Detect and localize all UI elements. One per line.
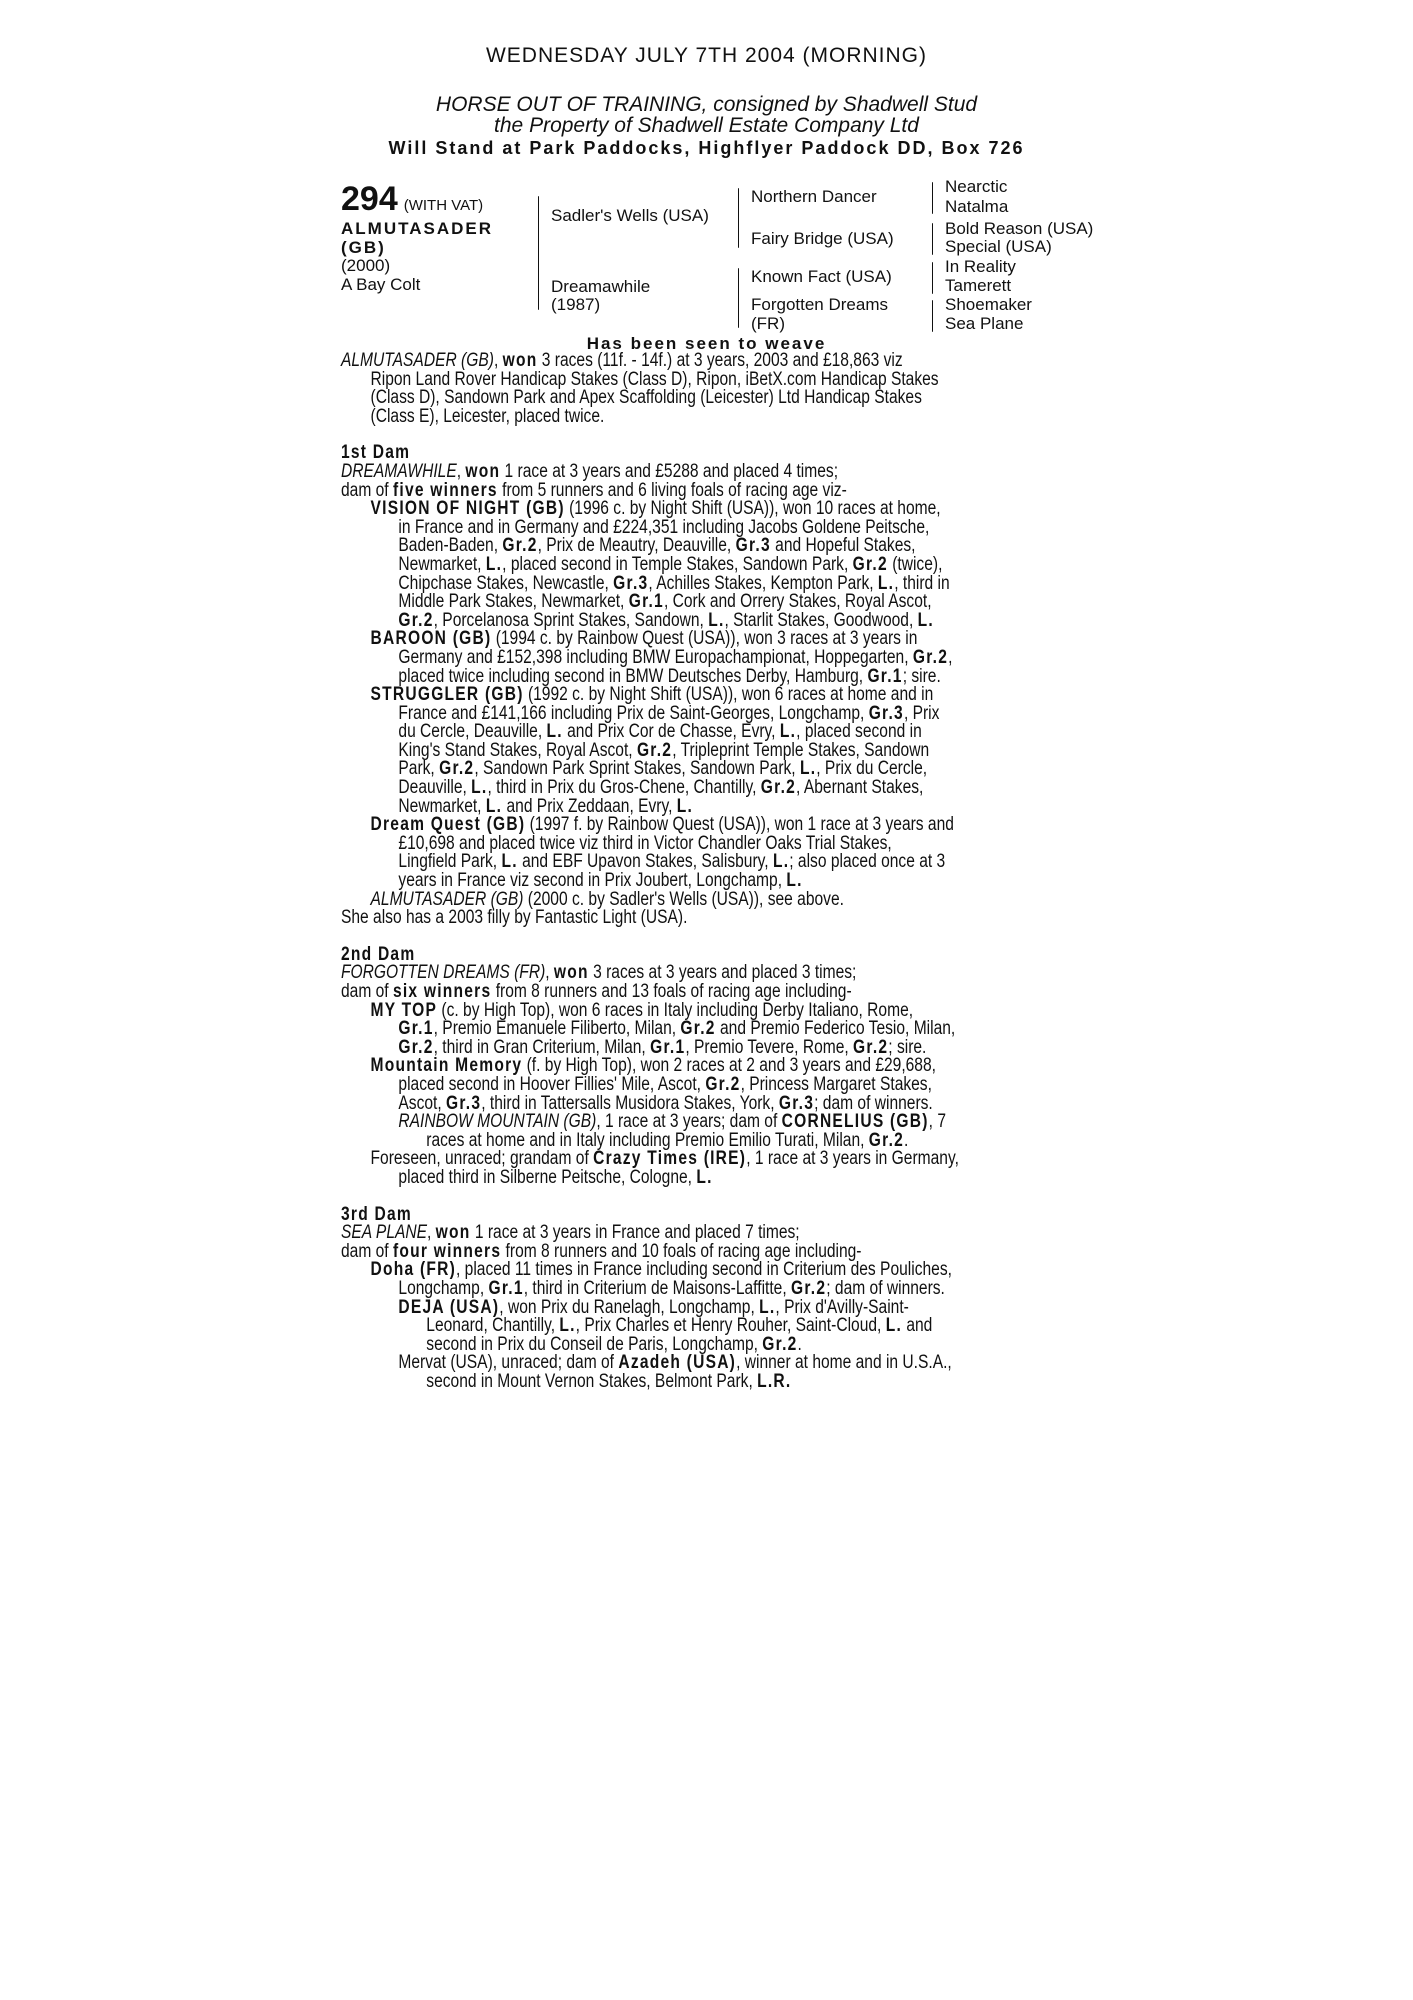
- record-text: (Class E), Leicester, placed twice.: [370, 405, 605, 427]
- record-text: SEA PLANE: [341, 1222, 428, 1244]
- pedigree-dam-year: (1987): [551, 295, 601, 314]
- record-text: 1 race at 3 years in France and placed 7 times;: [470, 1222, 800, 1244]
- record-text: , 1 race at 3 years in Germany,: [746, 1148, 959, 1170]
- lot-number: 294: [341, 180, 398, 218]
- record-text: and Premio Federico Tesio, Milan,: [715, 1018, 956, 1040]
- record-text: and EBF Upavon Stakes, Salisbury,: [517, 851, 773, 873]
- record-text: years in France viz second in Prix Joubert, Longchamp,: [398, 870, 787, 892]
- record-text: (1992 c. by Night Shift (USA)), won 6 races at home and in: [523, 684, 934, 706]
- horse-name: ALMUTASADER: [341, 219, 494, 238]
- owner-line: the Property of Shadwell Estate Company Ltd: [494, 114, 919, 137]
- record-text: King's Stand Stakes, Royal Ascot,: [398, 739, 637, 761]
- record-text: Foreseen, unraced; grandam of: [370, 1148, 594, 1170]
- record-text: L.R.: [757, 1370, 792, 1392]
- stable-vice-note: Has been seen to weave: [586, 334, 827, 353]
- record-text: Gr.1: [488, 1277, 524, 1299]
- record-text: , Prix du Cercle,: [816, 758, 928, 780]
- record-text: L.: [696, 1166, 713, 1188]
- record-text: ; sire.: [902, 665, 941, 687]
- record-text: L.: [772, 851, 790, 873]
- record-text: Mervat (USA), unraced; dam of: [398, 1352, 619, 1374]
- pedigree-brace-g1: [932, 182, 933, 214]
- record-text: dam of: [341, 1240, 393, 1262]
- record-text: 2nd Dam: [341, 943, 416, 965]
- foaling-year: (2000): [341, 256, 391, 275]
- record-text: won: [435, 1222, 471, 1244]
- record-text: Gr.1: [398, 1018, 434, 1040]
- record-text: , Premio Tevere, Rome,: [685, 1036, 854, 1058]
- section-gap: [341, 426, 1063, 444]
- record-text: Azadeh (USA): [618, 1352, 737, 1374]
- section-gap: [341, 1188, 1063, 1206]
- record-text: £10,698 and placed twice viz third in Victor Chandler Oaks Trial Stakes,: [398, 832, 892, 854]
- horse-origin: (GB): [341, 237, 386, 257]
- pedigree-gg-3: Bold Reason (USA): [945, 219, 1094, 238]
- record-text: L.: [759, 1296, 776, 1318]
- record-text: Gr.1: [867, 665, 903, 687]
- record-text: L.: [485, 795, 503, 817]
- record-text: Gr.3: [868, 702, 904, 724]
- record-text: , Premio Emanuele Filiberto, Milan,: [433, 1018, 681, 1040]
- record-text: BAROON (GB): [370, 628, 492, 650]
- record-text: ,: [493, 350, 503, 371]
- record-text: ALMUTASADER (GB): [341, 350, 494, 371]
- record-text: placed twice including second in BMW Deutsches Derby, Hamburg,: [398, 665, 868, 687]
- record-text: , Prix de Meautry, Deauville,: [537, 535, 736, 557]
- record-text: CORNELIUS (GB): [781, 1111, 929, 1133]
- record-text: DREAMAWHILE: [341, 460, 457, 482]
- pedigree-gg-7: Shoemaker: [945, 295, 1032, 314]
- record-text: ,: [545, 962, 554, 984]
- pedigree-dam-dam-origin: (FR): [751, 314, 785, 333]
- record-text: , Prix Charles et Henry Rouher, Saint-Cloud,: [575, 1315, 886, 1337]
- record-text: dam of: [341, 479, 393, 501]
- record-line: [341, 1370, 1063, 1392]
- record-text: and Prix Cor de Chasse, Evry,: [562, 721, 780, 743]
- record-text: , Prix: [903, 702, 940, 724]
- record-text: placed third in Silberne Peitsche, Cologne,: [398, 1166, 697, 1188]
- record-text: Gr.2: [791, 1277, 827, 1299]
- record-text: 1st Dam: [341, 442, 411, 464]
- record-text: won: [553, 962, 589, 984]
- vat-note: (WITH VAT): [403, 197, 484, 214]
- record-text: FORGOTTEN DREAMS (FR): [341, 962, 546, 984]
- record-text: ; sire.: [888, 1036, 927, 1058]
- record-text: , third in Prix du Gros-Chene, Chantilly,: [487, 777, 761, 799]
- record-text: VISION OF NIGHT (GB): [370, 498, 565, 520]
- record-text: Gr.2: [853, 1036, 889, 1058]
- pedigree-brace-g4: [932, 300, 933, 332]
- record-text: Gr.3: [778, 1092, 815, 1114]
- record-text: , won Prix du Ranelagh, Longchamp,: [499, 1296, 760, 1318]
- section-gap: [341, 928, 1063, 946]
- record-text: Lingfield Park,: [398, 851, 502, 873]
- record-text: Leonard, Chantilly,: [426, 1315, 560, 1337]
- pedigree-sire: Sadler's Wells (USA): [551, 206, 709, 225]
- record-text: , third in: [894, 572, 950, 594]
- record-text: ,: [948, 646, 953, 668]
- record-text: Gr.2: [398, 1036, 434, 1058]
- record-text: .: [904, 1129, 909, 1151]
- record-text: , Princess Margaret Stakes,: [740, 1073, 932, 1095]
- record-text: Gr.3: [613, 572, 649, 594]
- record-text: second in Prix du Conseil de Paris, Longchamp,: [426, 1333, 763, 1355]
- record-text: Gr.2: [705, 1073, 741, 1095]
- record-text: Gr.2: [852, 553, 888, 575]
- record-text: and Prix Zeddaan, Evry,: [502, 795, 677, 817]
- record-text: dam of: [341, 981, 393, 1002]
- record-text: (twice),: [887, 553, 943, 575]
- record-text: , 7: [928, 1111, 947, 1133]
- pedigree-brace-g3: [932, 262, 933, 294]
- record-text: DEJA (USA): [398, 1296, 500, 1318]
- record-text: Doha (FR): [370, 1259, 457, 1281]
- record-text: , third in Tattersalls Musidora Stakes, York,: [481, 1092, 779, 1114]
- record-text: ,: [427, 1222, 436, 1244]
- record-text: 1 race at 3 years and £5288 and placed 4 times;: [500, 460, 839, 482]
- record-text: Gr.2: [398, 609, 434, 631]
- record-line: [341, 405, 1063, 427]
- record-text: Gr.1: [650, 1036, 686, 1058]
- record-text: ; dam of winners.: [826, 1277, 945, 1299]
- record-line: [341, 1166, 1063, 1188]
- pedigree-brace-sire: [738, 188, 739, 248]
- record-text: from 8 runners and 13 foals of racing age including-: [491, 981, 852, 1002]
- record-text: won: [465, 460, 501, 482]
- record-text: Gr.2: [868, 1129, 905, 1151]
- record-text: Newmarket,: [398, 553, 486, 575]
- record-line: [341, 909, 1063, 928]
- record-text: Crazy Times (IRE): [593, 1148, 747, 1170]
- record-text: Middle Park Stakes, Newmarket,: [398, 591, 629, 613]
- record-text: from 8 runners and 10 foals of racing age including-: [501, 1240, 862, 1262]
- record-text: .: [797, 1333, 802, 1355]
- record-text: L.: [877, 572, 895, 594]
- record-text: , third in Criterium de Maisons-Laffitte,: [523, 1277, 792, 1299]
- record-text: Deauville,: [398, 777, 472, 799]
- record-text: L.: [917, 609, 934, 631]
- pedigree-sire-dam: Fairy Bridge (USA): [751, 229, 894, 248]
- pedigree-brace-g2: [932, 223, 933, 255]
- record-text: , winner at home and in U.S.A.,: [736, 1352, 952, 1374]
- lot-number-block: [341, 180, 483, 219]
- record-text: Gr.2: [636, 739, 673, 761]
- record-text: du Cercle, Deauville,: [398, 721, 547, 743]
- record-text: Chipchase Stakes, Newcastle,: [398, 572, 614, 594]
- record-text: six winners: [392, 981, 492, 1002]
- record-text: 3 races at 3 years and placed 3 times;: [588, 962, 857, 984]
- record-text: MY TOP: [370, 999, 438, 1021]
- pedigree-brace-parents: [538, 196, 539, 310]
- horse-details: [341, 220, 493, 294]
- pedigree-dam-sire: Known Fact (USA): [751, 267, 892, 286]
- pedigree-gg-8: Sea Plane: [945, 314, 1024, 333]
- record-text: Germany and £152,398 including BMW Europachampionat, Hoppegarten,: [398, 646, 913, 668]
- record-text: She also has a 2003 filly by Fantastic Light (USA).: [341, 907, 688, 929]
- record-text: , placed second in Temple Stakes, Sandown Park,: [502, 553, 853, 575]
- record-text: Ripon Land Rover Handicap Stakes (Class D), Ripon, iBetX.com Handicap Stakes: [370, 368, 939, 390]
- record-text: four winners: [392, 1240, 502, 1262]
- record-text: and: [902, 1315, 933, 1337]
- pedigree-gg-1: Nearctic: [945, 177, 1008, 196]
- record-text: L.: [501, 851, 518, 873]
- record-text: five winners: [392, 479, 498, 501]
- record-text: Gr.2: [502, 535, 538, 557]
- record-text: Gr.3: [446, 1092, 482, 1114]
- horse-description: A Bay Colt: [341, 274, 421, 294]
- pedigree-sire-sire: Northern Dancer: [751, 187, 877, 206]
- record-text: L.: [485, 553, 503, 575]
- pedigree-gg-2: Natalma: [945, 197, 1009, 216]
- record-text: (Class D), Sandown Park and Apex Scaffolding (Leicester) Ltd Handicap Stakes: [370, 387, 922, 409]
- record-text: , placed second in: [796, 721, 922, 743]
- record-text: France and £141,166 including Prix de Saint-Georges, Longchamp,: [398, 702, 869, 724]
- record-text: (f. by High Top), won 2 races at 2 and 3 years and £29,688,: [522, 1055, 936, 1077]
- record-text: ; also placed once at 3: [789, 851, 946, 873]
- record-text: Gr.2: [760, 777, 797, 799]
- record-text: L.: [799, 758, 817, 780]
- record-text: , Porcelanosa Sprint Stakes, Sandown,: [433, 609, 709, 631]
- record-text: (1997 f. by Rainbow Quest (USA)), won 1 race at 3 years and: [525, 814, 954, 836]
- pedigree-gg-4: Special (USA): [945, 237, 1052, 256]
- record-text: races at home and in Italy including Premio Emilio Turati, Milan,: [426, 1129, 869, 1151]
- record-text: Park,: [398, 758, 440, 780]
- pedigree-dam: Dreamawhile: [551, 277, 651, 296]
- record-text: (c. by High Top), won 6 races in Italy including Derby Italiano, Rome,: [437, 999, 914, 1021]
- record-text: L.: [471, 777, 488, 799]
- record-text: L.: [546, 721, 563, 743]
- consignor-line: HORSE OUT OF TRAINING, consigned by Shadwell Stud: [435, 93, 978, 116]
- record-text: 3 races (11f. - 14f.) at 3 years, 2003 and £18,863 viz: [537, 350, 903, 371]
- record-text: placed second in Hoover Fillies' Mile, Ascot,: [398, 1073, 706, 1095]
- record-text: , Abernant Stakes,: [796, 777, 924, 799]
- record-text: STRUGGLER (GB): [370, 684, 524, 706]
- record-text: (2000 c. by Sadler's Wells (USA)), see above.: [523, 888, 844, 910]
- record-text: and Hopeful Stakes,: [770, 535, 916, 557]
- consignor-block: [0, 94, 1413, 136]
- pedigree-gg-6: Tamerett: [945, 276, 1012, 295]
- record-text: (1994 c. by Rainbow Quest (USA)), won 3 races at 3 years in: [491, 628, 918, 650]
- record-text: L.: [786, 870, 803, 892]
- sale-date: WEDNESDAY JULY 7TH 2004 (MORNING): [485, 44, 928, 67]
- record-text: , 1 race at 3 years; dam of: [596, 1111, 782, 1133]
- record-text: Newmarket,: [398, 795, 486, 817]
- record-text: L.: [559, 1315, 576, 1337]
- record-text: Ascot,: [398, 1092, 447, 1114]
- record-text: ; dam of winners.: [814, 1092, 933, 1114]
- record-text: , Cork and Orrery Stakes, Royal Ascot,: [663, 591, 932, 613]
- record-text: 3rd Dam: [341, 1203, 412, 1225]
- record-text: ,: [456, 460, 466, 482]
- record-text: L.: [676, 795, 694, 817]
- record-text: , third in Gran Criterium, Milan,: [433, 1036, 651, 1058]
- record-text: Gr.3: [735, 535, 771, 557]
- pedigree-brace-dam: [738, 268, 739, 328]
- record-text: second in Mount Vernon Stakes, Belmont Park,: [426, 1370, 758, 1392]
- record-text: , Tripleprint Temple Stakes, Sandown: [672, 739, 930, 761]
- record-text: Dream Quest (GB): [370, 814, 526, 836]
- produce-record: [341, 352, 1063, 1391]
- record-text: Gr.2: [762, 1333, 798, 1355]
- pedigree-dam-dam: Forgotten Dreams: [751, 295, 888, 314]
- record-text: in France and in Germany and £224,351 including Jacobs Goldene Peitsche,: [398, 516, 930, 538]
- record-text: , placed 11 times in France including second in Criterium des Pouliches,: [456, 1259, 952, 1281]
- record-text: ALMUTASADER (GB): [370, 888, 524, 910]
- record-text: L.: [779, 721, 797, 743]
- record-text: Gr.2: [680, 1018, 716, 1040]
- record-text: (1996 c. by Night Shift (USA)), won 10 races at home,: [564, 498, 941, 520]
- stand-location: Will Stand at Park Paddocks, Highflyer Paddock DD, Box 726: [388, 138, 1025, 158]
- record-text: L.: [885, 1315, 903, 1337]
- record-text: Baden-Baden,: [398, 535, 503, 557]
- record-text: Mountain Memory: [370, 1055, 523, 1077]
- record-text: Gr.2: [912, 646, 949, 668]
- record-text: won: [502, 350, 538, 371]
- record-text: , Prix d'Avilly-Saint-: [775, 1296, 909, 1318]
- record-text: Longchamp,: [398, 1277, 489, 1299]
- record-text: L.: [708, 609, 725, 631]
- record-text: , Achilles Stakes, Kempton Park,: [648, 572, 878, 594]
- pedigree-gg-5: In Reality: [945, 257, 1016, 276]
- record-text: , Sandown Park Sprint Stakes, Sandown Park,: [474, 758, 800, 780]
- record-text: Gr.1: [628, 591, 664, 613]
- record-text: , Starlit Stakes, Goodwood,: [724, 609, 918, 631]
- record-text: RAINBOW MOUNTAIN (GB): [398, 1111, 597, 1133]
- record-text: Gr.2: [439, 758, 475, 780]
- record-text: from 5 runners and 6 living foals of racing age viz-: [497, 479, 847, 501]
